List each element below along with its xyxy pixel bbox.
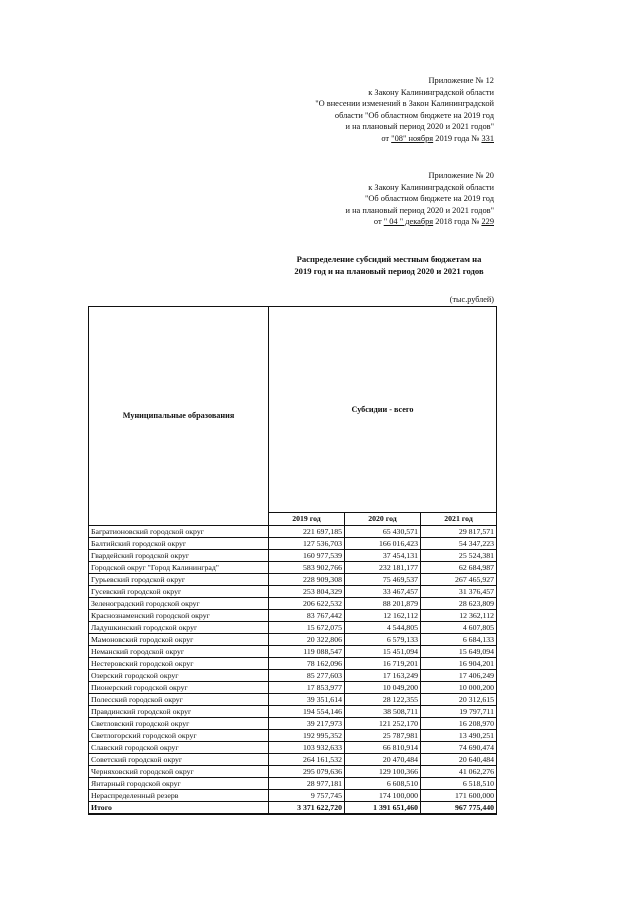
table-row — [89, 634, 497, 646]
municipality-name: Нераспределенный резерв — [89, 790, 269, 802]
table-row — [89, 742, 497, 754]
table-row — [89, 790, 497, 802]
value-2021: 74 690,474 — [421, 742, 497, 754]
value-2019: 206 622,532 — [269, 598, 345, 610]
table-row — [89, 610, 497, 622]
table-row — [89, 586, 497, 598]
table-row — [89, 766, 497, 778]
value-2021: 171 600,000 — [421, 790, 497, 802]
table-row — [89, 538, 497, 550]
municipality-name: Балтийский городской округ — [89, 538, 269, 550]
municipality-name: Зеленоградский городской округ — [89, 598, 269, 610]
value-2019: 78 162,096 — [269, 658, 345, 670]
value-2021: 10 000,200 — [421, 682, 497, 694]
column-header-municipality: Муниципальные образования — [89, 307, 269, 526]
value-2019: 192 995,352 — [269, 730, 345, 742]
annex-12-date: "08" ноября — [391, 133, 434, 143]
value-2021: 54 347,223 — [421, 538, 497, 550]
value-2019: 127 536,703 — [269, 538, 345, 550]
value-2019: 83 767,442 — [269, 610, 345, 622]
annex-20-date-prefix: от — [373, 217, 384, 226]
value-2020: 166 016,423 — [345, 538, 421, 550]
value-2020: 33 467,457 — [345, 586, 421, 598]
value-2020: 37 454,131 — [345, 550, 421, 562]
table-row — [89, 730, 497, 742]
document-title — [240, 253, 538, 277]
table-row — [89, 658, 497, 670]
annex-12-header — [315, 75, 494, 144]
table-row — [89, 718, 497, 730]
table-row — [89, 526, 497, 538]
column-header-year-2020: 2020 год — [345, 513, 421, 526]
municipality-name: Советский городской округ — [89, 754, 269, 766]
value-2019: 39 351,614 — [269, 694, 345, 706]
municipality-name: Неманский городской округ — [89, 646, 269, 658]
value-2021: 41 062,276 — [421, 766, 497, 778]
value-2019: 28 977,181 — [269, 778, 345, 790]
value-2020: 121 252,170 — [345, 718, 421, 730]
value-2021: 17 406,249 — [421, 670, 497, 682]
annex-20-law-ref: к Закону Калининградской области — [368, 182, 494, 192]
value-2020: 232 181,177 — [345, 562, 421, 574]
table-total-row — [89, 802, 497, 815]
total-2019: 3 371 622,720 — [269, 802, 345, 815]
value-2021: 20 640,484 — [421, 754, 497, 766]
annex-20-law-title-1: "Об областном бюджете на 2019 год — [364, 194, 494, 203]
municipality-name: Светловский городской округ — [89, 718, 269, 730]
table-row — [89, 646, 497, 658]
value-2019: 85 277,603 — [269, 670, 345, 682]
value-2021: 4 607,805 — [421, 622, 497, 634]
annex-12-law-ref: к Закону Калининградской области — [368, 87, 494, 97]
value-2020: 4 544,805 — [345, 622, 421, 634]
annex-20-date-line — [346, 216, 495, 228]
municipality-name: Полесский городской округ — [89, 694, 269, 706]
annex-20-date-mid: 2018 года № — [433, 217, 482, 226]
value-2021: 13 490,251 — [421, 730, 497, 742]
value-2019: 295 079,636 — [269, 766, 345, 778]
municipality-name: Правдинский городской округ — [89, 706, 269, 718]
municipality-name: Ладушкинский городской округ — [89, 622, 269, 634]
value-2020: 38 508,711 — [345, 706, 421, 718]
value-2021: 15 649,094 — [421, 646, 497, 658]
table-row — [89, 706, 497, 718]
column-header-year-2019: 2019 год — [269, 513, 345, 526]
annex-12-date-prefix: от — [381, 133, 392, 143]
value-2021: 16 208,970 — [421, 718, 497, 730]
value-2020: 12 162,112 — [345, 610, 421, 622]
municipality-name: Краснознаменский городской округ — [89, 610, 269, 622]
value-2019: 20 322,806 — [269, 634, 345, 646]
value-2021: 31 376,457 — [421, 586, 497, 598]
table-row — [89, 562, 497, 574]
value-2019: 583 902,766 — [269, 562, 345, 574]
value-2019: 253 804,329 — [269, 586, 345, 598]
value-2021: 16 904,201 — [421, 658, 497, 670]
document-title-line-2: 2019 год и на плановый период 2020 и 2021 годов — [294, 266, 484, 276]
document-title-line-1: Распределение субсидий местным бюджетам на — [296, 254, 482, 264]
table-row — [89, 754, 497, 766]
value-2020: 15 451,094 — [345, 646, 421, 658]
value-2019: 39 217,973 — [269, 718, 345, 730]
municipality-name: Багратионовский городской округ — [89, 526, 269, 538]
table-row — [89, 574, 497, 586]
value-2021: 6 518,510 — [421, 778, 497, 790]
units-label: (тыс.рублей) — [449, 295, 494, 304]
value-2021: 267 465,927 — [421, 574, 497, 586]
annex-12-law-title-1: "О внесении изменений в Закон Калининградской — [315, 99, 494, 108]
value-2020: 6 579,133 — [345, 634, 421, 646]
municipality-name: Светлогорский городской округ — [89, 730, 269, 742]
annex-12-date-mid: 2019 года № — [433, 133, 482, 143]
subsidies-table — [88, 306, 497, 815]
municipality-name: Нестеровский городской округ — [89, 658, 269, 670]
value-2021: 12 362,112 — [421, 610, 497, 622]
annex-20-header — [346, 170, 495, 228]
value-2020: 174 100,000 — [345, 790, 421, 802]
table-row — [89, 550, 497, 562]
annex-12-law-title-3: и на плановый период 2020 и 2021 годов" — [345, 122, 494, 131]
annex-12-number: Приложение № 12 — [428, 76, 494, 85]
value-2019: 119 088,547 — [269, 646, 345, 658]
value-2019: 103 932,633 — [269, 742, 345, 754]
value-2020: 16 719,201 — [345, 658, 421, 670]
value-2020: 65 430,571 — [345, 526, 421, 538]
value-2020: 129 100,366 — [345, 766, 421, 778]
column-header-year-2021: 2021 год — [421, 513, 497, 526]
value-2019: 160 977,539 — [269, 550, 345, 562]
value-2019: 264 161,532 — [269, 754, 345, 766]
value-2020: 20 470,484 — [345, 754, 421, 766]
value-2021: 28 623,809 — [421, 598, 497, 610]
annex-12-law-number: 331 — [481, 133, 494, 143]
total-2021: 967 775,440 — [421, 802, 497, 815]
municipality-name: Городской округ "Город Калининград" — [89, 562, 269, 574]
value-2020: 10 049,200 — [345, 682, 421, 694]
value-2019: 194 554,146 — [269, 706, 345, 718]
municipality-name: Славский городской округ — [89, 742, 269, 754]
annex-12-date-line — [315, 133, 494, 145]
value-2019: 221 697,185 — [269, 526, 345, 538]
value-2021: 25 524,381 — [421, 550, 497, 562]
value-2021: 29 817,571 — [421, 526, 497, 538]
annex-20-law-title-2: и на плановый период 2020 и 2021 годов" — [345, 205, 494, 215]
table-row — [89, 598, 497, 610]
value-2019: 9 757,745 — [269, 790, 345, 802]
municipality-name: Гусевский городской округ — [89, 586, 269, 598]
value-2019: 15 672,075 — [269, 622, 345, 634]
annex-20-law-number: 229 — [481, 217, 494, 226]
municipality-name: Озерский городской округ — [89, 670, 269, 682]
value-2021: 6 684,133 — [421, 634, 497, 646]
value-2020: 28 122,355 — [345, 694, 421, 706]
municipality-name: Янтарный городской округ — [89, 778, 269, 790]
value-2019: 228 909,308 — [269, 574, 345, 586]
value-2020: 6 608,510 — [345, 778, 421, 790]
table-row — [89, 622, 497, 634]
value-2020: 88 201,879 — [345, 598, 421, 610]
table-row — [89, 778, 497, 790]
column-header-subsidies-total: Субсидии - всего — [269, 307, 497, 513]
value-2020: 66 810,914 — [345, 742, 421, 754]
value-2021: 20 312,615 — [421, 694, 497, 706]
value-2020: 75 469,537 — [345, 574, 421, 586]
value-2021: 19 797,711 — [421, 706, 497, 718]
value-2021: 62 684,987 — [421, 562, 497, 574]
municipality-name: Черняховский городской округ — [89, 766, 269, 778]
table-row — [89, 682, 497, 694]
municipality-name: Мамоновский городской округ — [89, 634, 269, 646]
annex-20-date: " 04 " декабря — [383, 217, 434, 226]
total-label: Итого — [89, 802, 269, 815]
municipality-name: Гвардейский городской округ — [89, 550, 269, 562]
annex-12-law-title-2: области "Об областном бюджете на 2019 год — [334, 110, 494, 120]
value-2019: 17 853,977 — [269, 682, 345, 694]
municipality-name: Пионерский городской округ — [89, 682, 269, 694]
total-2020: 1 391 651,460 — [345, 802, 421, 815]
value-2020: 17 163,249 — [345, 670, 421, 682]
annex-20-number: Приложение № 20 — [428, 171, 494, 180]
table-row — [89, 694, 497, 706]
value-2020: 25 787,981 — [345, 730, 421, 742]
municipality-name: Гурьевский городской округ — [89, 574, 269, 586]
table-row — [89, 670, 497, 682]
